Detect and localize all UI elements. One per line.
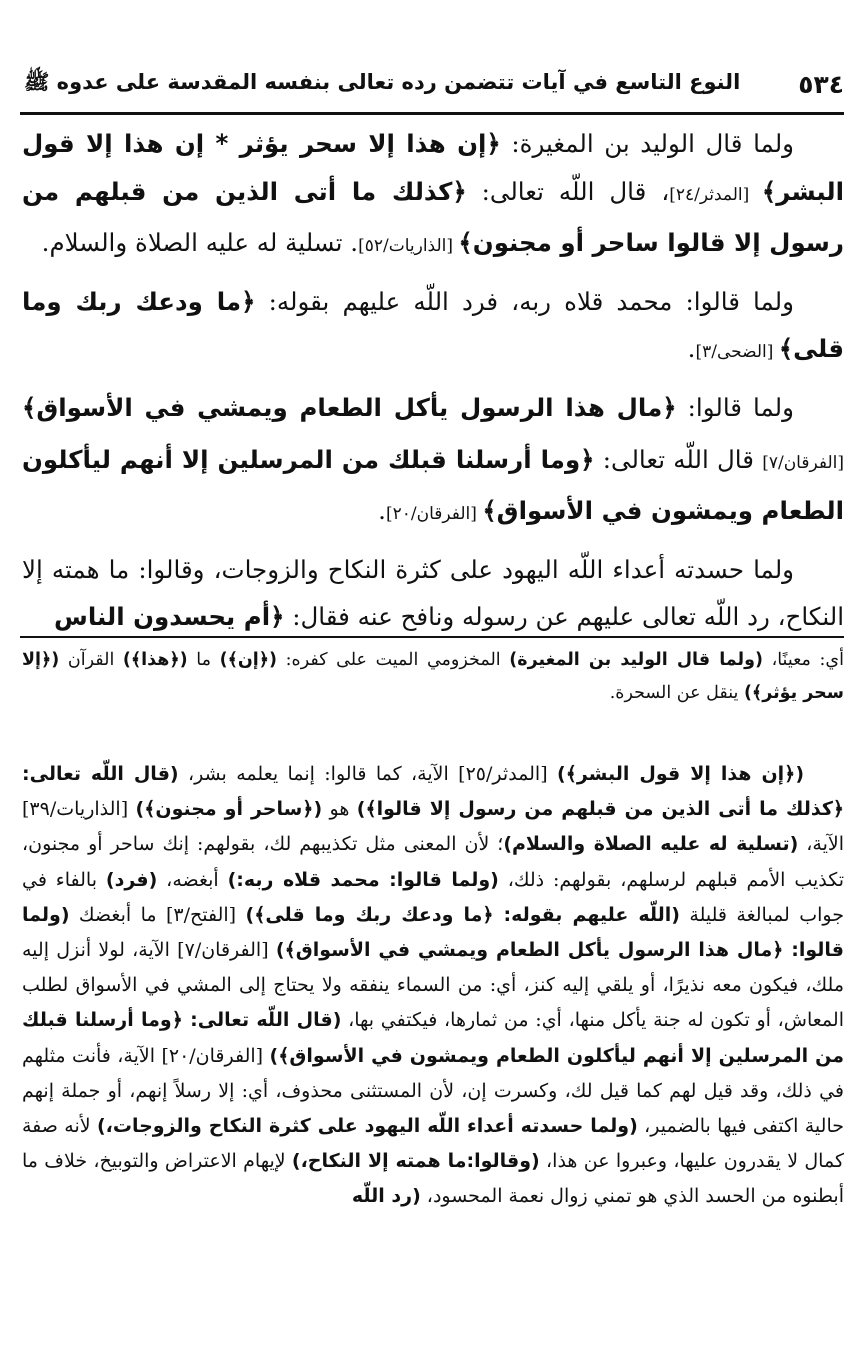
text-span: القرآن	[59, 650, 123, 670]
text-span: ينقل عن السحرة.	[609, 683, 744, 703]
text-span: لأنه صفة كمال لا يقدرون عليها، وعبروا عن هذا،	[22, 1115, 844, 1173]
text-span: لإيهام الاعتراض والتوبيخ، خلاف ما أبطنوه من الحسد الذي هو تمني زوال نعمة المحسود،	[22, 1150, 844, 1208]
text-span: ولما قالوا: محمد قلاه ربه، فرد اللّه عليهم بقوله:	[255, 286, 794, 316]
running-header	[24, 62, 844, 106]
text-span: ولما قال الوليد بن المغيرة:	[500, 129, 795, 158]
quoted-text: (﴿هذا﴾)	[122, 650, 188, 670]
quoted-text: (تسلية له عليه الصلاة والسلام)	[503, 833, 799, 856]
quoted-text: (قال اللّه تعالى: ﴿كذلك ما أتى الذين من قبلهم من رسول إلا قالوا﴾)	[22, 763, 845, 821]
verse-reference: [الفرقان/٧]	[762, 452, 845, 473]
quran-verse: ﴿وما أرسلنا قبلك من المرسلين إلا أنهم ليأكلون الطعام ويمشون في الأسواق﴾	[22, 444, 844, 526]
footnote-separator	[20, 636, 844, 638]
text-span: بالفاء في جواب لمبالغة قليلة	[22, 868, 844, 926]
text-span: . تسلية له عليه الصلاة والسلام.	[41, 228, 359, 258]
text-span: ولما قالوا:	[676, 392, 794, 422]
text-span: المخزومي الميت على كفره:	[277, 650, 510, 670]
commentary-paragraph	[22, 757, 844, 1215]
text-span: [الذاريات/٣٩] الآية،	[22, 798, 844, 856]
page-number: ٥٣٤	[798, 69, 844, 99]
verse-reference: [الفرقان/٢٠]	[385, 504, 483, 525]
quoted-text: (﴿إن﴾)	[219, 650, 278, 670]
quran-verse: ﴿ما ودعك ربك وما قلى﴾	[22, 286, 844, 364]
verse-reference: [المدثر/٢٤]	[669, 184, 762, 205]
quoted-text: (فرد)	[105, 868, 158, 891]
quran-verse: ﴿مال هذا الرسول يأكل الطعام ويمشي في الأسواق﴾	[22, 392, 677, 422]
quoted-text: (اللّه عليهم بقوله: ﴿ما ودعك ربك وما قلى﴾)	[245, 903, 680, 926]
main-text	[22, 120, 844, 648]
text-span: أبغضه،	[157, 868, 228, 891]
quoted-text: (وقالوا:ما همته إلا النكاح،)	[291, 1150, 540, 1173]
text-span: ؛ لأن المعنى مثل تكذيبهم لك، بقولهم: إنك ساحر أو مجنون، تكذيب الأمم قبلهم لرسلهم، بقولهم: ذلك،	[22, 833, 845, 891]
commentary-note	[22, 644, 844, 710]
quoted-text: (رد اللّه	[351, 1185, 421, 1208]
quoted-text: (ولما قالوا: محمد قلاه ربه:)	[227, 868, 499, 891]
text-span: [المدثر/٢٥] الآية، كما قالوا: إنما يعلمه بشر،	[178, 763, 558, 785]
text-span: .	[687, 334, 696, 364]
quran-verse: ﴿أم يحسدون الناس	[54, 602, 285, 632]
quoted-text: (﴿إن هذا إلا قول البشر﴾)	[557, 763, 805, 785]
main-paragraph	[22, 384, 844, 539]
text-span: [الفرقان/٧] الآية، لولا أنزل إليه ملك، فيكون معه نذيرًا، أو يلقي إليه كنز، أي: من السماء ينفقه ولا يحتاج إلى المشي في الأسواق لطلب المعاش، أو تكون له جنة يأكل منها، أي: من ثمارها، فيكتفي بها،	[22, 939, 844, 1032]
quoted-text: (ولما قالوا: ﴿مال هذا الرسول يأكل الطعام ويمشي في الأسواق﴾)	[22, 903, 844, 962]
text-span: ، قال اللّه تعالى:	[466, 176, 670, 206]
text-span: أي: معينًا،	[762, 650, 844, 670]
verse-reference: [الذاريات/٥٢]	[358, 236, 459, 257]
text-span: هو	[322, 798, 357, 821]
verse-reference: [الضحى/٣]	[695, 342, 779, 363]
text-span: قال اللّه تعالى:	[594, 444, 763, 474]
text-span: [الفتح/٣] ما أبغضك	[69, 903, 246, 926]
text-span: ما	[187, 650, 220, 670]
quran-verse: ﴿إن هذا إلا سحر يؤثر * إن هذا إلا قول البشر﴾	[22, 129, 844, 206]
main-paragraph	[22, 278, 844, 377]
quoted-text: (قال اللّه تعالى: ﴿وما أرسلنا قبلك من المرسلين إلا أنهم ليأكلون الطعام ويمشون في الأسواق﴾)	[22, 1009, 844, 1067]
main-paragraph	[22, 120, 844, 271]
text-span: [الفرقان/٢٠] الآية، فأنت مثلهم في ذلك، وقد قيل لهم كما قيل لك، وكسرت إن، لأن المستثنى محذوف، أي: إلا رسلاً إنهم، أو جملة إنهم حالية اكتفى فيها بالضمير،	[22, 1044, 844, 1138]
text-span: ولما حسدته أعداء اللّه اليهود على كثرة النكاح والزوجات، وقالوا: ما همته إلا النكاح، رد اللّه تعالى عليهم عن رسوله ونافح عنه فقال:	[22, 554, 844, 632]
quran-verse: ﴿كذلك ما أتى الذين من قبلهم من رسول إلا قالوا ساحر أو مجنون﴾	[22, 176, 844, 258]
main-paragraph	[22, 546, 844, 641]
quoted-text: (ولما قال الوليد بن المغيرة)	[509, 650, 763, 670]
quoted-text: (﴿إلا سحر يؤثر﴾)	[22, 650, 844, 703]
quoted-text: (﴿ساحر أو مجنون﴾)	[135, 798, 323, 821]
quoted-text: (ولما حسدته أعداء اللّه اليهود على كثرة النكاح والزوجات،)	[96, 1115, 638, 1138]
chapter-title: النوع التاسع في آيات تتضمن رده تعالى بنفسه المقدسة على عدوه ﷺ	[24, 69, 741, 94]
header-rule	[20, 112, 844, 115]
text-span: .	[378, 496, 386, 526]
